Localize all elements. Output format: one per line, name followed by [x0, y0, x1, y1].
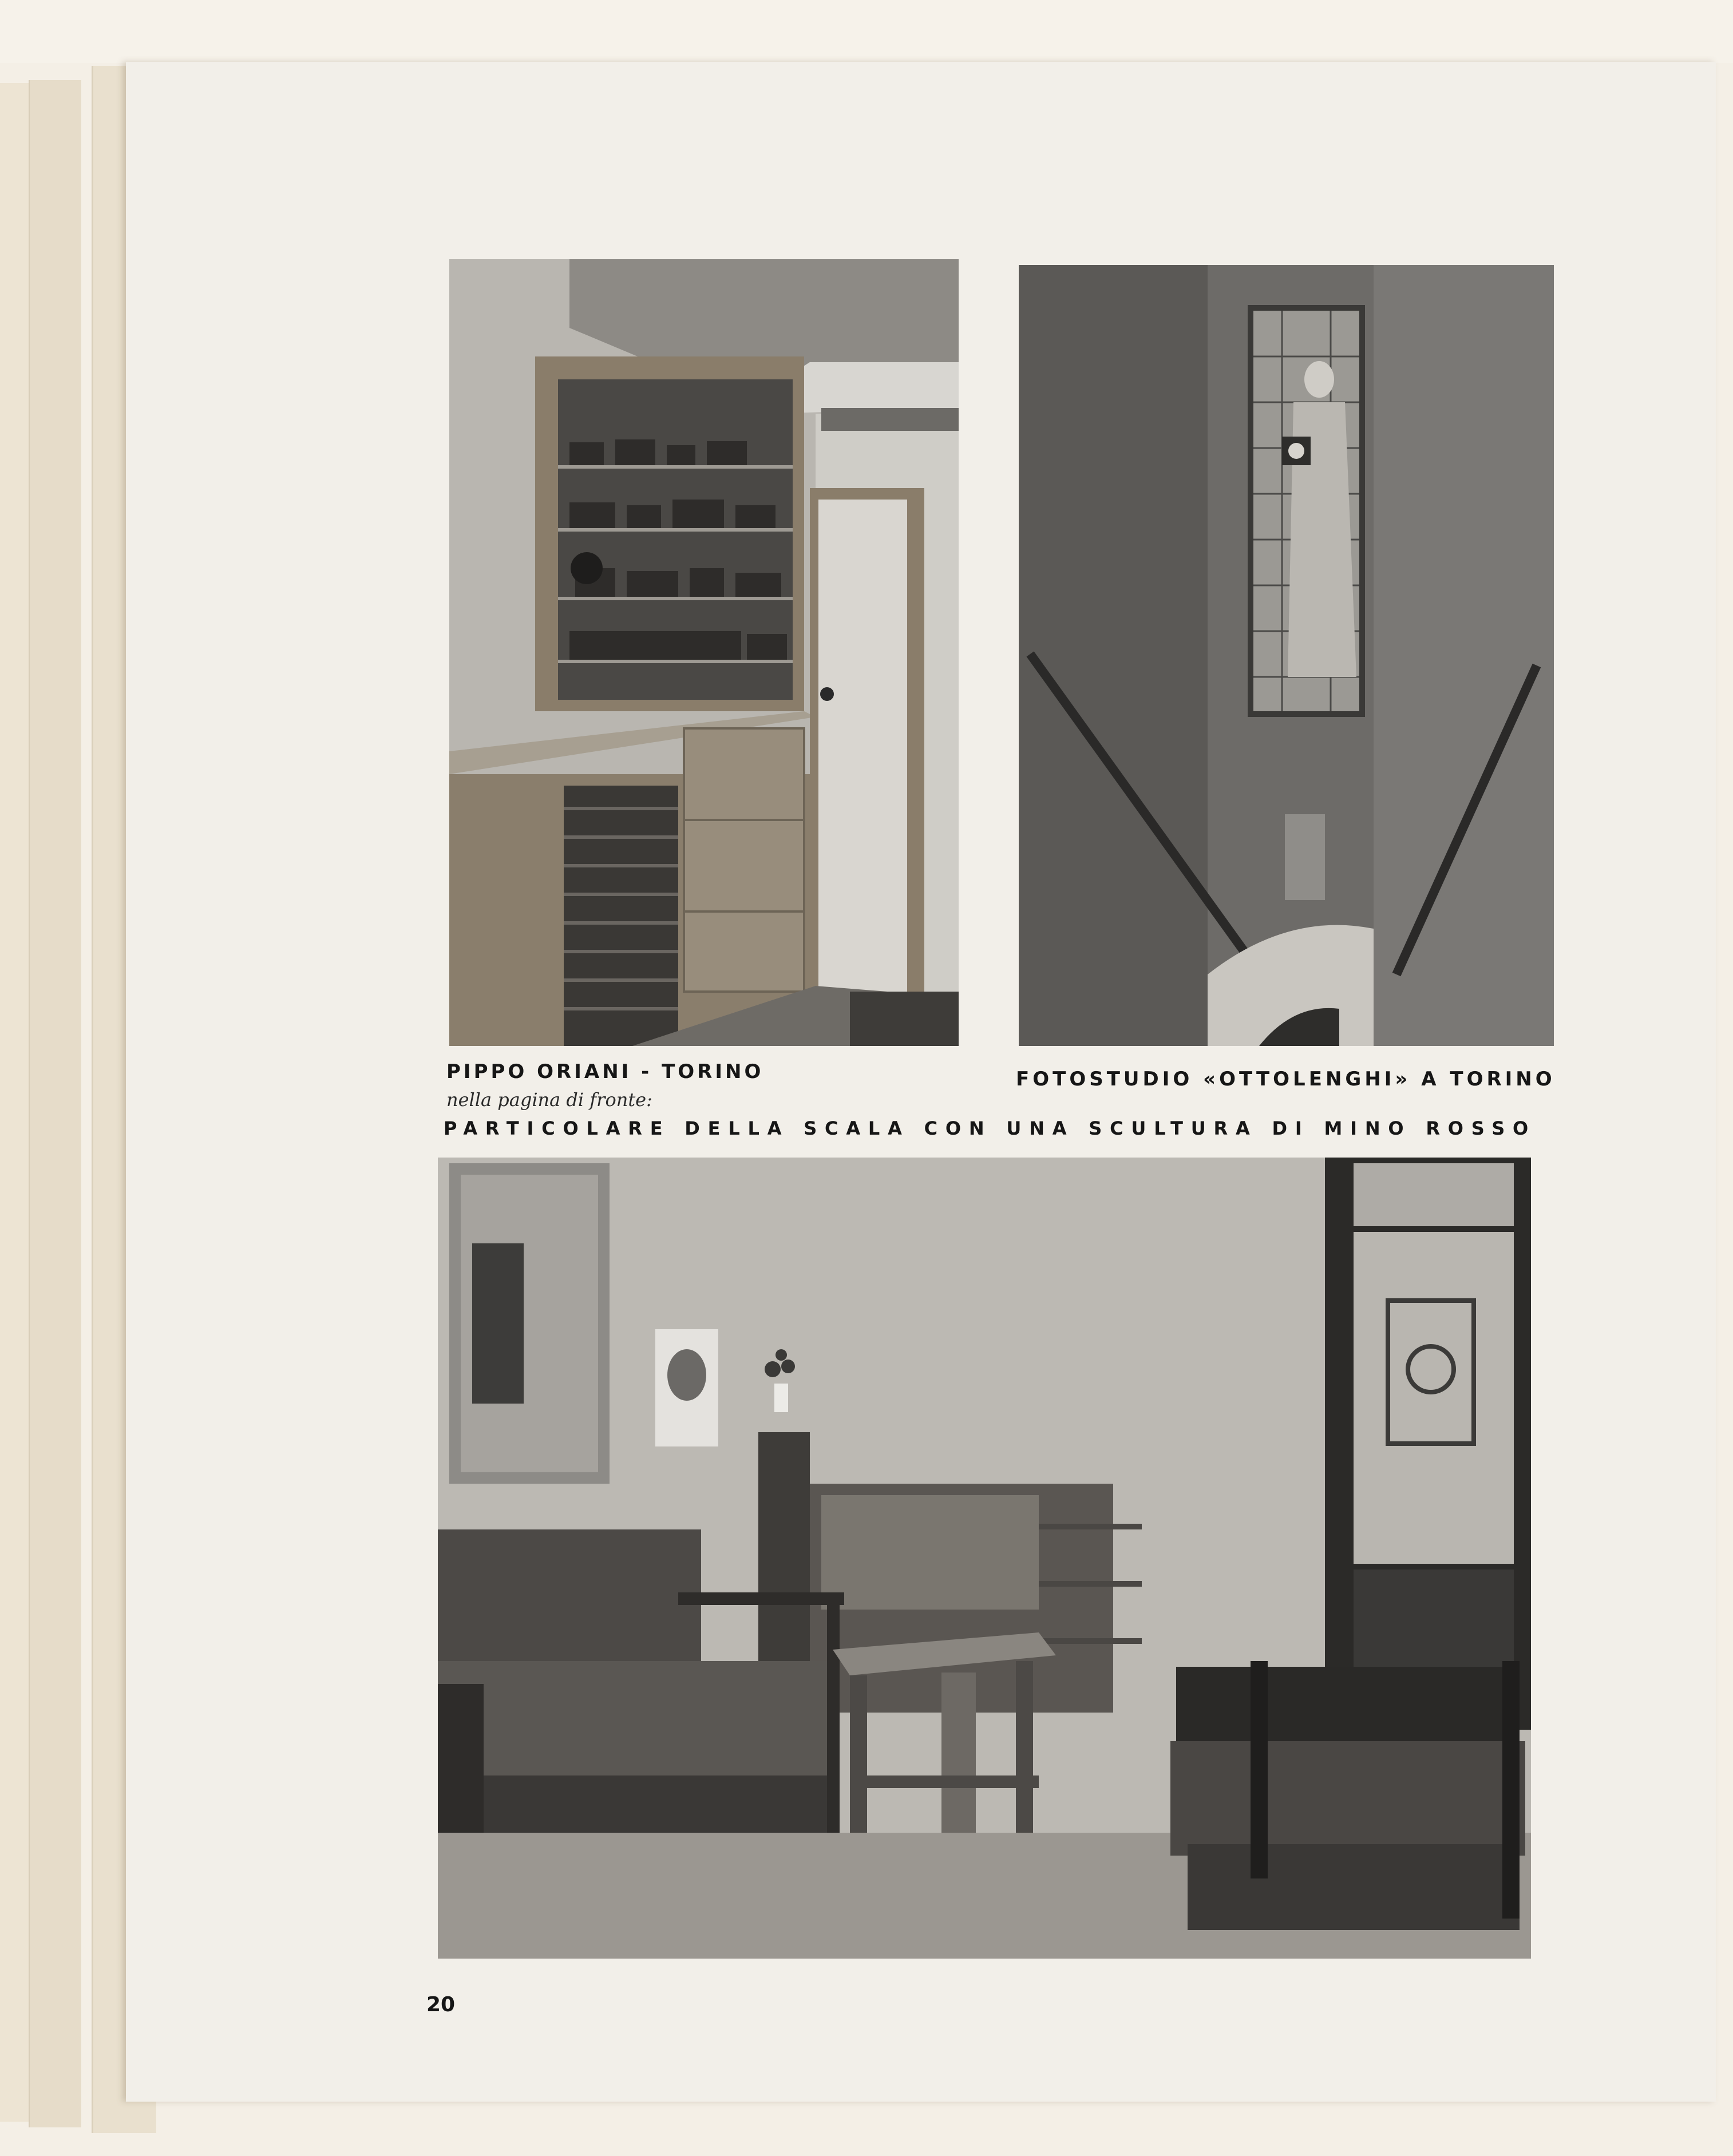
- caption-note: nella pagina di fronte:: [446, 1089, 652, 1111]
- page-edge: [29, 80, 81, 2127]
- scan-background: [0, 0, 1733, 63]
- caption-detail: PARTICOLARE DELLA SCALA CON UNA SCULTURA DI MINO ROSSO: [444, 1117, 1537, 1139]
- waiting-room-sofa-photo: [438, 1158, 1531, 1959]
- magazine-page: [126, 62, 1716, 2102]
- caption-pippo-oriani: PIPPO ORIANI - TORINO: [446, 1060, 764, 1083]
- stairwell-stained-glass-photo: [1019, 265, 1554, 1046]
- caption-fotostudio: FOTOSTUDIO «OTTOLENGHI» A TORINO: [1016, 1068, 1556, 1091]
- shop-interior-shelves-photo: [449, 259, 959, 1046]
- page-number: 20: [426, 1993, 456, 2016]
